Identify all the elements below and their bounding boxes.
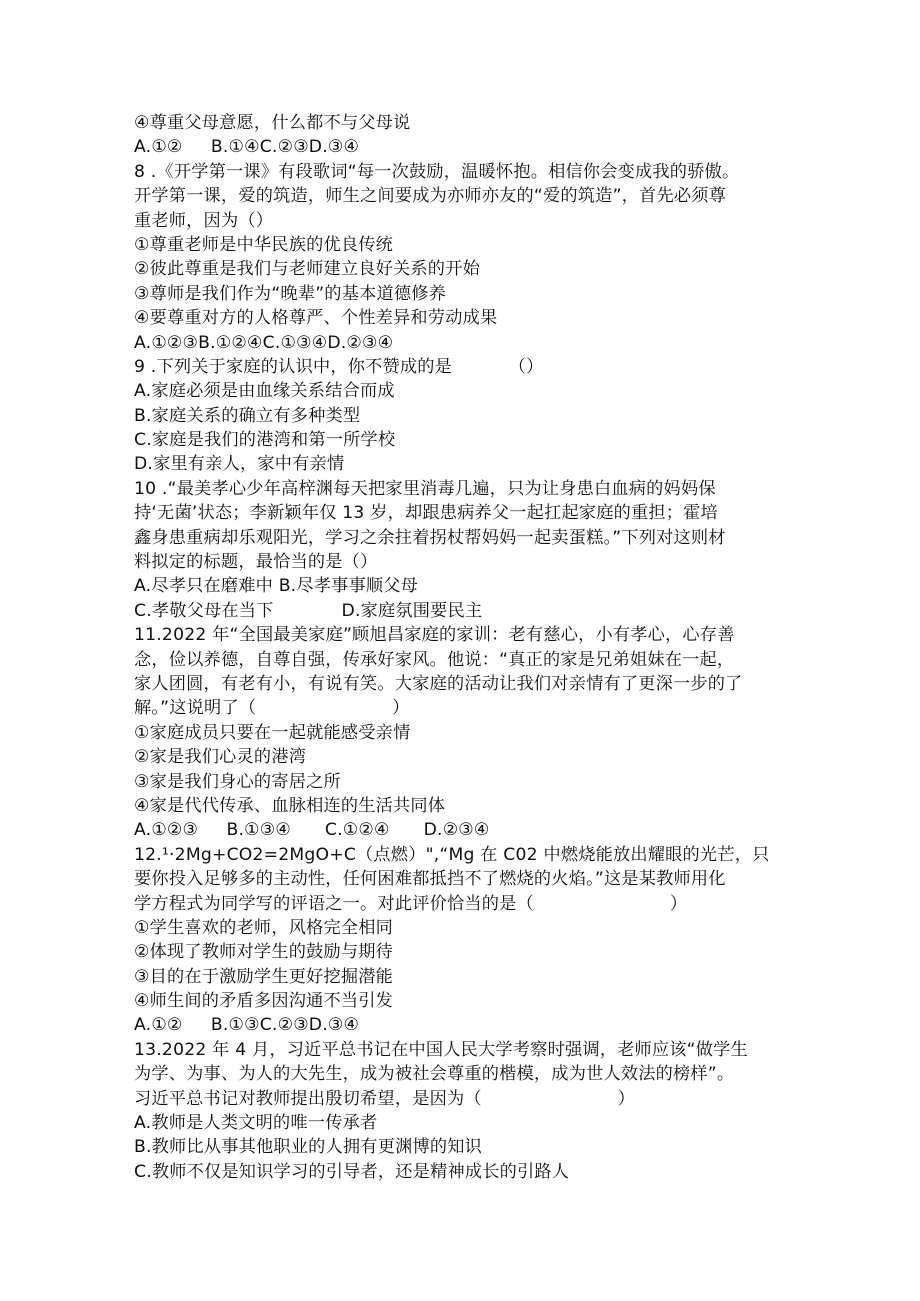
statement-item: ④家是代代传承、血脉相连的生活共同体 (134, 795, 446, 816)
text-line: 念，俭以养德，自尊自强，传承好家风。他说：“真正的家是兄弟姐妹在一起， (134, 649, 735, 670)
statement-item: ②彼此尊重是我们与老师建立良好关系的开始 (134, 259, 480, 280)
statement-item: ②体现了教师对学生的鼓励与期待 (134, 942, 394, 963)
text-line: 为学、为事、为人的大先生，成为被社会尊重的楷模，成为世人效法的榜样”。 (134, 1064, 735, 1085)
statement-item: ④要尊重对方的人格尊严、个性差异和劳动成果 (134, 308, 498, 329)
answer-options: A.①②③ B.①③④ C.①②④ D.②③④ (134, 820, 490, 841)
answer-options: C.孝敬父母在当下 D.家庭氛围要民主 (134, 600, 483, 621)
statement-item: ①家庭成员只要在一起就能感受亲情 (134, 722, 411, 743)
statement-item: ①学生喜欢的老师，风格完全相同 (134, 917, 394, 938)
text-line: 鑫身患重病却乐观阳光，学习之余拄着拐杖帮妈妈一起卖蛋糕。”下列对这则材 (134, 527, 726, 548)
statement-item: ②家是我们心灵的港湾 (134, 747, 307, 768)
text-line: 学方程式为同学写的评语之一。对此评价恰当的是（ ） (134, 893, 688, 914)
answer-option: A.教师是人类文明的唯一传承者 (134, 1113, 378, 1134)
answer-option: D.家里有亲人，家中有亲情 (134, 454, 345, 475)
statement-item: ①尊重老师是中华民族的优良传统 (134, 234, 394, 255)
question-10: 10 .“最美孝心少年高梓渊每天把家里消毒几遍，只为让身患白血病的妈妈保 (134, 478, 716, 499)
statement-item: ③尊师是我们作为“晚辈”的基本道德修养 (134, 283, 447, 304)
text-line: 开学第一课，爱的筑造，师生之间要成为亦师亦友的“爱的筑造”，首先必须尊 (134, 186, 726, 207)
statement-item: ③目的在于激励学生更好挖掘潜能 (134, 966, 394, 987)
answer-options: A.①②③B.①②④C.①③④D.②③④ (134, 332, 394, 353)
question-11: 11.2022 年“全国最美家庭”顾旭昌家庭的家训：老有慈心，小有孝心，心存善 (134, 625, 735, 646)
answer-options: A.①② B.①④C.②③D.③④ (134, 137, 360, 158)
text-line: 要你投入足够多的主动性，任何困难都抵挡不了燃烧的火焰。”这是某教师用化 (134, 869, 726, 890)
text-line: 料拟定的标题，最恰当的是（） (134, 552, 378, 573)
answer-option: A.家庭必须是由血缘关系结合而成 (134, 381, 395, 402)
question-13: 13.2022 年 4 月，习近平总书记在中国人民大学考察时强调，老师应该“做学生 (134, 1039, 748, 1060)
answer-option: C.家庭是我们的港湾和第一所学校 (134, 430, 396, 451)
text-line: 解。”这说明了（ ） (134, 698, 410, 719)
text-line: 重老师，因为（） (134, 210, 274, 231)
question-8: 8 .《开学第一课》有段歌词“每一次鼓励，温暖怀抱。相信你会变成我的骄傲。 (134, 161, 740, 182)
text-line: 习近平总书记对教师提出殷切希望，是因为（ ） (134, 1088, 636, 1109)
statement-item: ④师生间的矛盾多因沟通不当引发 (134, 991, 394, 1012)
answer-options: A.①② B.①③C.②③D.③④ (134, 1015, 360, 1036)
text-line: 家人团圆，有老有小，有说有笑。大家庭的活动让我们对亲情有了更深一步的了 (134, 673, 743, 694)
answer-option: B.教师比从事其他职业的人拥有更渊博的知识 (134, 1137, 483, 1158)
answer-option: C.教师不仅是知识学习的引导者，还是精神成长的引路人 (134, 1161, 570, 1182)
text-line: 持‘无菌’状态；李新颖年仅 13 岁，却跟患病养父一起扛起家庭的重担；霍培 (134, 503, 718, 524)
statement-item: ③家是我们身心的寄居之所 (134, 771, 341, 792)
document-page (134, 111, 794, 1184)
answer-option: B.家庭关系的确立有多种类型 (134, 405, 361, 426)
question-9: 9 .下列关于家庭的认识中，你不赞成的是 （） (134, 356, 544, 377)
text-line: ④尊重父母意愿，什么都不与父母说 (134, 113, 411, 133)
answer-options: A.尽孝只在磨难中 B.尽孝事事顺父母 (134, 576, 419, 597)
question-12: 12.¹·2Mg+CO2=2MgO+C（点燃）",“Mg 在 C02 中燃烧能放出耀眼的光芒，只 (134, 844, 770, 865)
